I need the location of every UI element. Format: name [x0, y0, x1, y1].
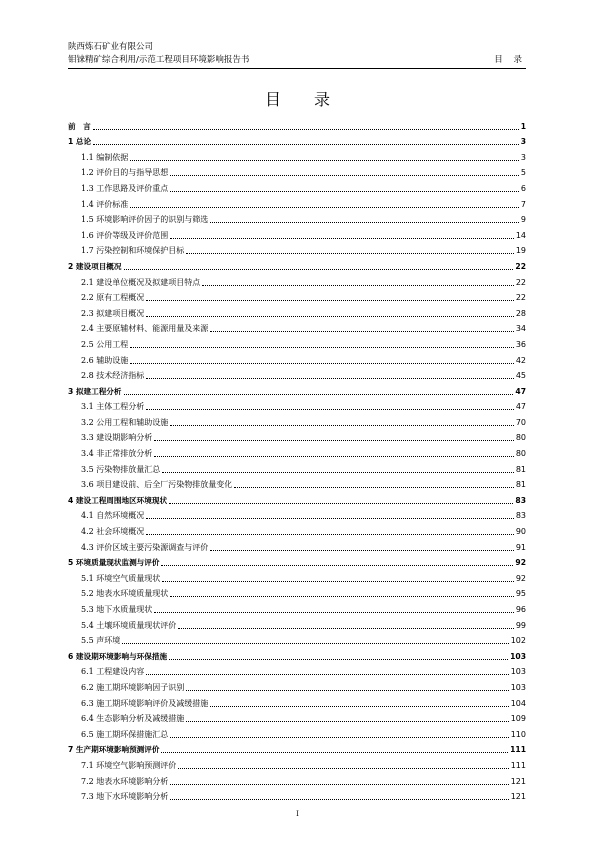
toc-section-entry[interactable]	[68, 568, 526, 584]
toc-entry-page-number: 81	[515, 464, 526, 474]
toc-dot-leader	[170, 190, 519, 192]
toc-entry-page-number: 95	[515, 589, 526, 599]
toc-section-entry[interactable]	[68, 397, 526, 413]
toc-entry-label: 3.2 公用工程和辅助设施	[81, 417, 169, 427]
table-of-contents	[68, 116, 526, 802]
toc-dot-leader	[169, 502, 513, 504]
toc-section-entry[interactable]	[68, 459, 526, 475]
toc-entry-page-number: 22	[515, 277, 526, 287]
toc-section-entry[interactable]	[68, 303, 526, 319]
header-section-label: 目 录	[494, 55, 526, 65]
toc-entry-page-number: 83	[515, 495, 526, 505]
toc-entry-page-number: 3	[520, 152, 526, 162]
toc-dot-leader	[124, 393, 514, 395]
toc-section-entry[interactable]	[68, 724, 526, 740]
toc-dot-leader	[146, 408, 514, 410]
toc-entry-label: 2.1 建设单位概况及拟建项目特点	[81, 277, 201, 287]
toc-entry-label: 2.5 公用工程	[81, 339, 129, 349]
toc-dot-leader	[124, 268, 514, 270]
toc-entry-page-number: 103	[510, 667, 526, 677]
toc-entry-page-number: 3	[520, 137, 526, 147]
toc-dot-leader	[161, 751, 508, 753]
toc-dot-leader	[146, 377, 514, 379]
toc-chapter-entry[interactable]	[68, 490, 526, 506]
toc-entry-page-number: 7	[520, 199, 526, 209]
toc-entry-label: 2.4 主要原辅材料、能源用量及来源	[81, 324, 209, 334]
toc-section-entry[interactable]	[68, 677, 526, 693]
toc-entry-label: 4 建设工程周围地区环境现状	[68, 495, 168, 505]
toc-entry-page-number: 22	[515, 293, 526, 303]
toc-entry-page-number: 83	[515, 511, 526, 521]
toc-dot-leader	[169, 658, 508, 660]
toc-section-entry[interactable]	[68, 163, 526, 179]
toc-dot-leader	[130, 206, 519, 208]
toc-entry-label: 4.3 评价区域主要污染源调查与评价	[81, 542, 209, 552]
toc-entry-page-number: 102	[510, 636, 526, 646]
toc-entry-page-number: 5	[520, 168, 526, 178]
toc-section-entry[interactable]	[68, 428, 526, 444]
toc-entry-label: 1.1 编制依据	[81, 152, 129, 162]
toc-entry-page-number: 80	[515, 449, 526, 459]
toc-dot-leader	[93, 143, 519, 145]
toc-dot-leader	[210, 705, 508, 707]
toc-chapter-entry[interactable]	[68, 553, 526, 569]
toc-chapter-entry[interactable]	[68, 646, 526, 662]
toc-section-entry[interactable]	[68, 771, 526, 787]
toc-section-entry[interactable]	[68, 194, 526, 210]
toc-entry-label: 1.2 评价目的与指导思想	[81, 168, 169, 178]
toc-entry-page-number: 104	[510, 698, 526, 708]
toc-dot-leader	[170, 174, 519, 176]
toc-section-entry[interactable]	[68, 366, 526, 382]
toc-section-entry[interactable]	[68, 693, 526, 709]
toc-dot-leader	[210, 330, 514, 332]
toc-dot-leader	[170, 237, 514, 239]
page-title: 目 录	[264, 90, 345, 109]
toc-entry-page-number: 1	[520, 121, 526, 131]
toc-entry-page-number: 121	[510, 776, 526, 786]
toc-entry-label: 5.2 地表水环境质量现状	[81, 589, 169, 599]
toc-entry-page-number: 90	[515, 527, 526, 537]
toc-entry-label: 6 建设期环境影响与环保措施	[68, 651, 168, 661]
toc-section-entry[interactable]	[68, 755, 526, 771]
toc-entry-label: 7 生产期环境影响预测评价	[68, 745, 160, 755]
toc-entry-label: 3.1 主体工程分析	[81, 402, 145, 412]
toc-entry-page-number: 111	[510, 745, 526, 755]
toc-dot-leader	[210, 221, 519, 223]
toc-entry-page-number: 92	[515, 558, 526, 568]
toc-entry-label: 1.6 评价等级及评价范围	[81, 230, 169, 240]
toc-entry-label: 6.5 施工期环保措施汇总	[81, 729, 169, 739]
toc-chapter-entry[interactable]	[68, 740, 526, 756]
toc-dot-leader	[170, 424, 514, 426]
toc-entry-label: 1.3 工作思路及评价重点	[81, 183, 169, 193]
toc-section-entry[interactable]	[68, 475, 526, 491]
toc-section-entry[interactable]	[68, 615, 526, 631]
toc-entry-page-number: 121	[510, 792, 526, 802]
toc-dot-leader	[170, 783, 508, 785]
toc-entry-label: 6.1 工程建设内容	[81, 667, 145, 677]
page-header	[68, 41, 526, 67]
toc-entry-page-number: 34	[515, 324, 526, 334]
header-project-title: 钼铼精矿综合利用/示范工程项目环境影响报告书	[68, 55, 250, 65]
toc-dot-leader	[130, 346, 514, 348]
toc-entry-label: 3.3 建设期影响分析	[81, 433, 153, 443]
toc-entry-label: 2.6 辅助设施	[81, 355, 129, 365]
toc-entry-label: 3 拟建工程分析	[68, 386, 122, 396]
toc-dot-leader	[186, 252, 514, 254]
toc-section-entry[interactable]	[68, 241, 526, 257]
toc-section-entry[interactable]	[68, 210, 526, 226]
toc-dot-leader	[146, 315, 514, 317]
toc-entry-page-number: 28	[515, 308, 526, 318]
header-divider	[68, 68, 526, 69]
toc-entry-page-number: 6	[520, 183, 526, 193]
toc-entry-page-number: 111	[510, 760, 526, 770]
toc-section-entry[interactable]	[68, 350, 526, 366]
toc-dot-leader	[210, 549, 514, 551]
toc-section-entry[interactable]	[68, 662, 526, 678]
toc-dot-leader	[170, 798, 508, 800]
header-company: 陕西炼石矿业有限公司	[68, 42, 154, 52]
toc-entry-page-number: 99	[515, 620, 526, 630]
toc-section-entry[interactable]	[68, 584, 526, 600]
toc-entry-label: 7.1 环境空气影响预测评价	[81, 760, 177, 770]
toc-section-entry[interactable]	[68, 412, 526, 428]
toc-entry-label: 2.8 技术经济指标	[81, 371, 145, 381]
toc-section-entry[interactable]	[68, 178, 526, 194]
toc-dot-leader	[186, 689, 508, 691]
toc-entry-page-number: 103	[510, 651, 526, 661]
toc-chapter-entry[interactable]	[68, 381, 526, 397]
toc-entry-label: 2 建设项目概况	[68, 261, 122, 271]
toc-dot-leader	[161, 564, 513, 566]
toc-section-entry[interactable]	[68, 537, 526, 553]
toc-dot-leader	[178, 767, 508, 769]
toc-entry-label: 前 言	[68, 121, 91, 131]
toc-entry-page-number: 19	[515, 246, 526, 256]
toc-entry-label: 3.5 污染物排放量汇总	[81, 464, 161, 474]
toc-dot-leader	[146, 299, 514, 301]
toc-section-entry[interactable]	[68, 631, 526, 647]
toc-entry-page-number: 92	[515, 573, 526, 583]
toc-section-entry[interactable]	[68, 319, 526, 335]
toc-entry-page-number: 70	[515, 417, 526, 427]
toc-chapter-entry[interactable]	[68, 256, 526, 272]
toc-dot-leader	[146, 673, 508, 675]
toc-entry-page-number: 47	[515, 402, 526, 412]
toc-entry-label: 4.2 社会环境概况	[81, 527, 145, 537]
toc-entry-label: 5.5 声环境	[81, 636, 121, 646]
toc-entry-label: 3.4 非正常排放分析	[81, 449, 153, 459]
toc-section-entry[interactable]	[68, 521, 526, 537]
toc-entry-label: 5.4 土壤环境质量现状评价	[81, 620, 177, 630]
toc-entry-label: 6.4 生态影响分析及减缓措施	[81, 714, 185, 724]
toc-entry-label: 2.3 拟建项目概况	[81, 308, 145, 318]
toc-entry-label: 1.7 污染控制和环境保护目标	[81, 246, 185, 256]
toc-section-entry[interactable]	[68, 506, 526, 522]
toc-dot-leader	[202, 284, 514, 286]
toc-section-entry[interactable]	[68, 272, 526, 288]
toc-section-entry[interactable]	[68, 288, 526, 304]
toc-entry-label: 6.3 施工期环境影响评价及减缓措施	[81, 698, 209, 708]
toc-entry-page-number: 22	[515, 261, 526, 271]
toc-dot-leader	[146, 533, 514, 535]
toc-entry-page-number: 110	[510, 729, 526, 739]
toc-entry-page-number: 103	[510, 682, 526, 692]
toc-entry-label: 2.2 原有工程概况	[81, 293, 145, 303]
toc-entry-label: 4.1 自然环境概况	[81, 511, 145, 521]
toc-section-entry[interactable]	[68, 334, 526, 350]
toc-chapter-entry[interactable]	[68, 132, 526, 148]
toc-dot-leader	[154, 611, 514, 613]
toc-entry-page-number: 9	[520, 215, 526, 225]
page-number: I	[296, 810, 299, 818]
toc-entry-label: 5 环境质量现状监测与评价	[68, 558, 160, 568]
toc-dot-leader	[170, 736, 508, 738]
toc-entry-label: 7.2 地表水环境影响分析	[81, 776, 169, 786]
toc-entry-page-number: 96	[515, 605, 526, 614]
toc-entry-page-number: 45	[515, 371, 526, 381]
toc-dot-leader	[186, 720, 508, 722]
toc-entry-page-number: 42	[515, 355, 526, 365]
toc-entry-label: 1.4 评价标准	[81, 199, 129, 209]
toc-dot-leader	[162, 471, 514, 473]
toc-entry-label: 7.3 地下水环境影响分析	[81, 792, 169, 802]
toc-section-entry[interactable]	[68, 787, 526, 803]
toc-entry-page-number: 109	[510, 714, 526, 724]
toc-entry-label: 3.6 项目建设前、后全厂污染物排放量变化	[81, 480, 233, 490]
toc-dot-leader	[170, 595, 514, 597]
toc-dot-leader	[130, 362, 514, 364]
toc-entry-page-number: 47	[515, 386, 526, 396]
toc-dot-leader	[162, 580, 514, 582]
toc-chapter-entry[interactable]	[68, 116, 526, 132]
toc-dot-leader	[93, 128, 519, 130]
toc-entry-label: 5.3 地下水质量现状	[81, 605, 153, 614]
toc-entry-label: 1.5 环境影响评价因子的识别与筛选	[81, 215, 209, 225]
toc-dot-leader	[130, 159, 519, 161]
toc-dot-leader	[154, 455, 514, 457]
toc-dot-leader	[154, 439, 514, 441]
toc-entry-page-number: 91	[515, 542, 526, 552]
toc-section-entry[interactable]	[68, 709, 526, 725]
toc-entry-label: 1 总论	[68, 137, 92, 147]
toc-entry-label: 5.1 环境空气质量现状	[81, 573, 161, 583]
toc-section-entry[interactable]	[68, 599, 526, 615]
toc-section-entry[interactable]	[68, 225, 526, 241]
toc-entry-label: 6.2 施工期环境影响因子识别	[81, 682, 185, 692]
toc-section-entry[interactable]	[68, 443, 526, 459]
toc-dot-leader	[122, 642, 508, 644]
toc-entry-page-number: 81	[515, 480, 526, 490]
toc-section-entry[interactable]	[68, 147, 526, 163]
toc-entry-page-number: 14	[515, 230, 526, 240]
toc-entry-page-number: 80	[515, 433, 526, 443]
toc-dot-leader	[146, 517, 514, 519]
toc-dot-leader	[178, 627, 514, 629]
toc-dot-leader	[234, 486, 514, 488]
toc-entry-page-number: 36	[515, 339, 526, 349]
